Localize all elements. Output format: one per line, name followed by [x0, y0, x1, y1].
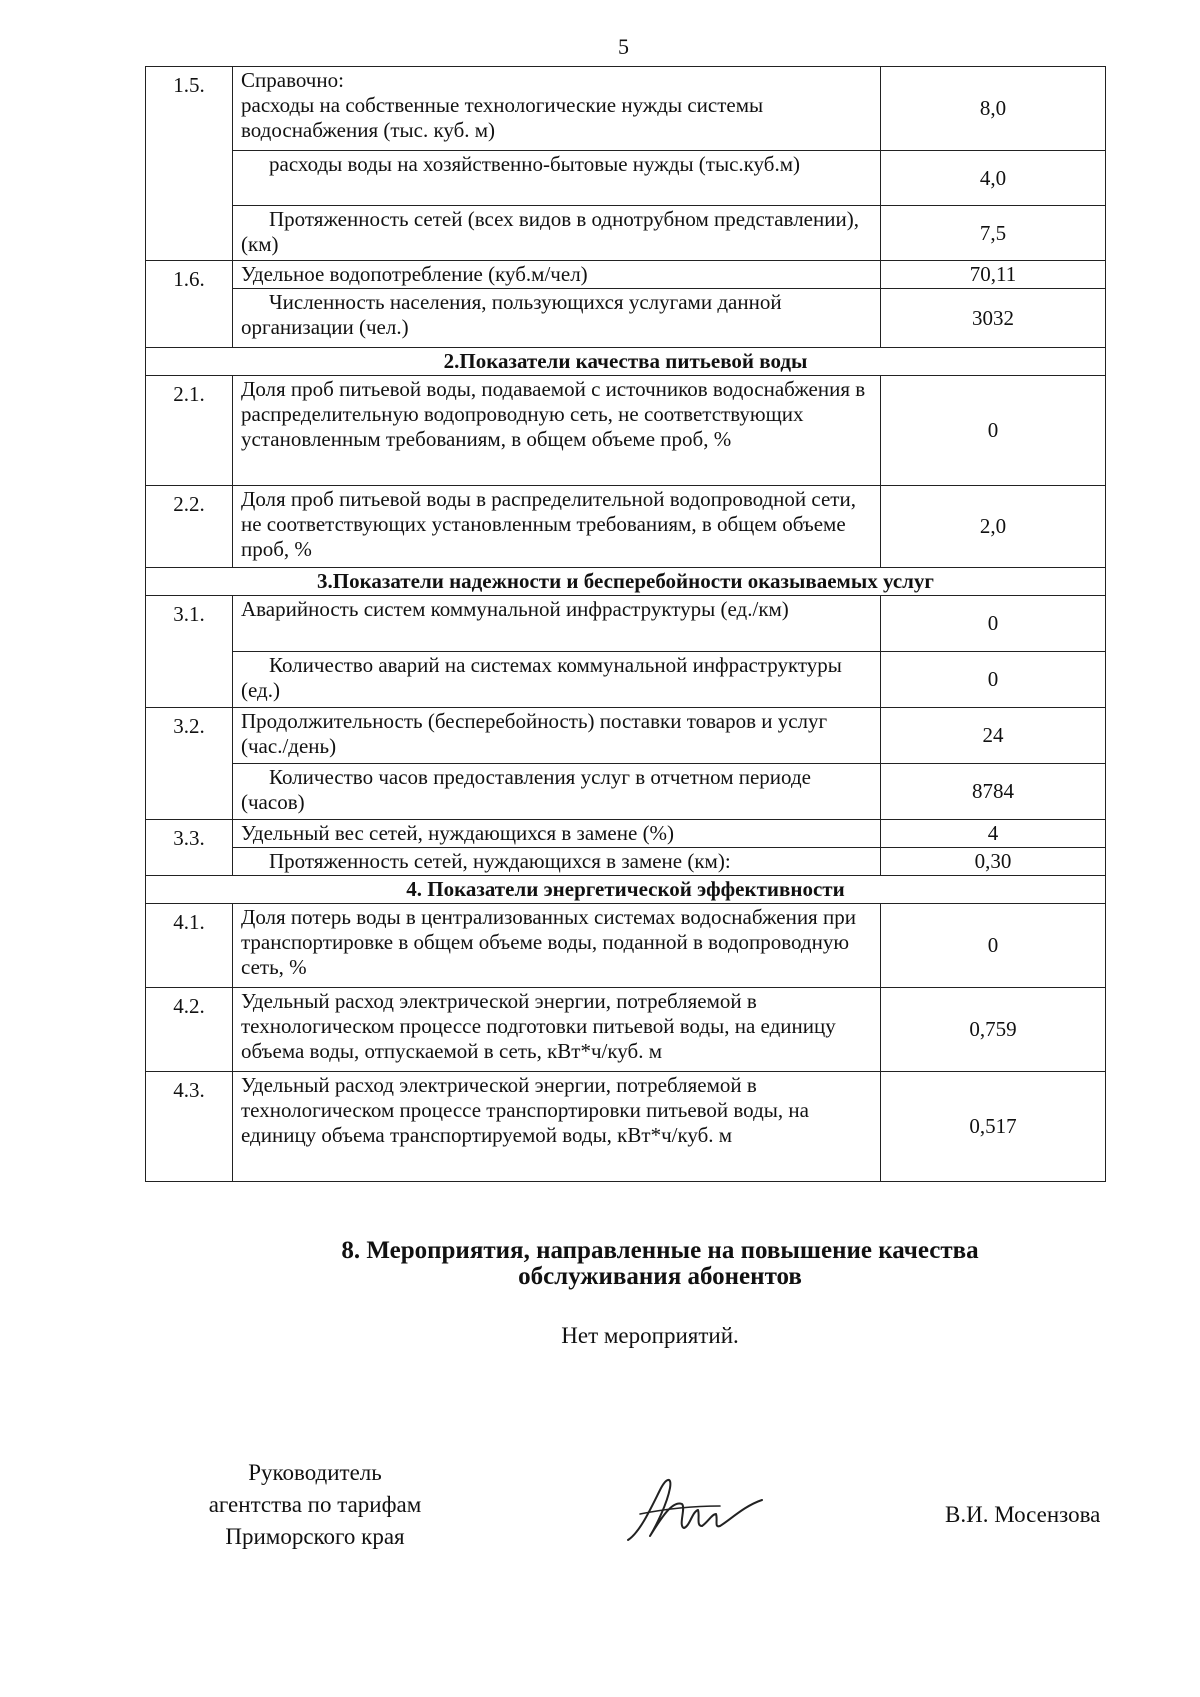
section-row	[146, 348, 1106, 376]
signatory-name: В.И. Мосензова	[945, 1502, 1101, 1527]
row-text: Доля проб питьевой воды, подаваемой с источников водоснабжения в распределительную водопроводную сеть, не соответствующих установленным требованиям, в общем объеме проб, %	[233, 376, 881, 486]
table-row	[146, 261, 1106, 289]
row-number: 1.6.	[146, 261, 233, 348]
row-value: 0	[881, 376, 1106, 486]
row-value: 0	[881, 596, 1106, 652]
signatory-line-2: агентства по тарифам	[208, 1492, 422, 1517]
row-number: 3.2.	[146, 708, 233, 820]
row-number: 3.1.	[146, 596, 233, 708]
row-text: Продолжительность (бесперебойность) поставки товаров и услуг (час./день)	[233, 708, 881, 764]
table-row	[146, 596, 1106, 652]
table-row	[146, 820, 1106, 848]
row-text: Количество аварий на системах коммунальной инфраструктуры (ед.)	[233, 652, 881, 708]
row-text: Протяженность сетей (всех видов в однотрубном представлении), (км)	[233, 206, 881, 261]
row-text: Удельный расход электрической энергии, потребляемой в технологическом процессе транспортировки питьевой воды, на единицу объема транспортируемой воды, кВт*ч/куб. м	[233, 1072, 881, 1182]
row-value: 0	[881, 904, 1106, 988]
row-text: Справочно: расходы на собственные технологические нужды системы водоснабжения (тыс. куб. м)	[233, 67, 881, 151]
row-number: 2.2.	[146, 486, 233, 568]
row-text: Численность населения, пользующихся услугами данной организации (чел.)	[233, 289, 881, 348]
signatory-line-1: Руководитель	[248, 1460, 382, 1485]
row-text: Удельный расход электрической энергии, потребляемой в технологическом процессе подготовки питьевой воды, на единицу объема воды, отпускаемой в сеть, кВт*ч/куб. м	[233, 988, 881, 1072]
row-value: 4	[881, 820, 1106, 848]
table-row	[146, 708, 1106, 764]
row-number: 2.1.	[146, 376, 233, 486]
table-row	[146, 764, 1106, 820]
row-value: 0,30	[881, 848, 1106, 876]
row-value: 0	[881, 652, 1106, 708]
row-text: Аварийность систем коммунальной инфраструктуры (ед./км)	[233, 596, 881, 652]
table-row	[146, 206, 1106, 261]
row-value: 7,5	[881, 206, 1106, 261]
table-row	[146, 486, 1106, 568]
row-text: расходы воды на хозяйственно-бытовые нужды (тыс.куб.м)	[233, 151, 881, 206]
table-row	[146, 652, 1106, 708]
table-row	[146, 376, 1106, 486]
no-measures-text: Нет мероприятий.	[561, 1323, 739, 1348]
handwritten-signature	[620, 1470, 770, 1550]
table-row	[146, 289, 1106, 348]
table-row	[146, 67, 1106, 151]
signatory-title	[150, 1457, 480, 1553]
section-row	[146, 568, 1106, 596]
table-row	[146, 1072, 1106, 1182]
row-value: 4,0	[881, 151, 1106, 206]
row-value: 70,11	[881, 261, 1106, 289]
row-text: Доля потерь воды в централизованных системах водоснабжения при транспортировке в общем объеме воды, поданной в водопроводную сеть, %	[233, 904, 881, 988]
row-value: 2,0	[881, 486, 1106, 568]
row-text: Доля проб питьевой воды в распределительной водопроводной сети, не соответствующих установленным требованиям, в общем объеме проб, %	[233, 486, 881, 568]
row-number: 1.5.	[146, 67, 233, 261]
table-row	[146, 904, 1106, 988]
row-text: Протяженность сетей, нуждающихся в замене (км):	[233, 848, 881, 876]
section-heading: 4. Показатели энергетической эффективности	[146, 876, 1106, 904]
row-text: Количество часов предоставления услуг в отчетном периоде (часов)	[233, 764, 881, 820]
table-row	[146, 151, 1106, 206]
row-value: 3032	[881, 289, 1106, 348]
section-8-heading	[180, 1238, 1140, 1290]
row-number: 4.3.	[146, 1072, 233, 1182]
row-number: 4.1.	[146, 904, 233, 988]
heading-line-2: обслуживания абонентов	[518, 1263, 802, 1290]
section-heading: 2.Показатели качества питьевой воды	[146, 348, 1106, 376]
section-row	[146, 876, 1106, 904]
row-value: 0,517	[881, 1072, 1106, 1182]
row-text: Удельное водопотребление (куб.м/чел)	[233, 261, 881, 289]
row-value: 8,0	[881, 67, 1106, 151]
page-number: 5	[618, 34, 629, 59]
row-text: Удельный вес сетей, нуждающихся в замене (%)	[233, 820, 881, 848]
row-value: 24	[881, 708, 1106, 764]
indicators-table	[145, 66, 1106, 1182]
signatory-line-3: Приморского края	[225, 1524, 405, 1549]
heading-line-1: 8. Мероприятия, направленные на повышение качества	[341, 1237, 979, 1264]
row-number: 4.2.	[146, 988, 233, 1072]
table-row	[146, 988, 1106, 1072]
table-row	[146, 848, 1106, 876]
row-value: 0,759	[881, 988, 1106, 1072]
row-value: 8784	[881, 764, 1106, 820]
row-number: 3.3.	[146, 820, 233, 876]
section-heading: 3.Показатели надежности и бесперебойности оказываемых услуг	[146, 568, 1106, 596]
